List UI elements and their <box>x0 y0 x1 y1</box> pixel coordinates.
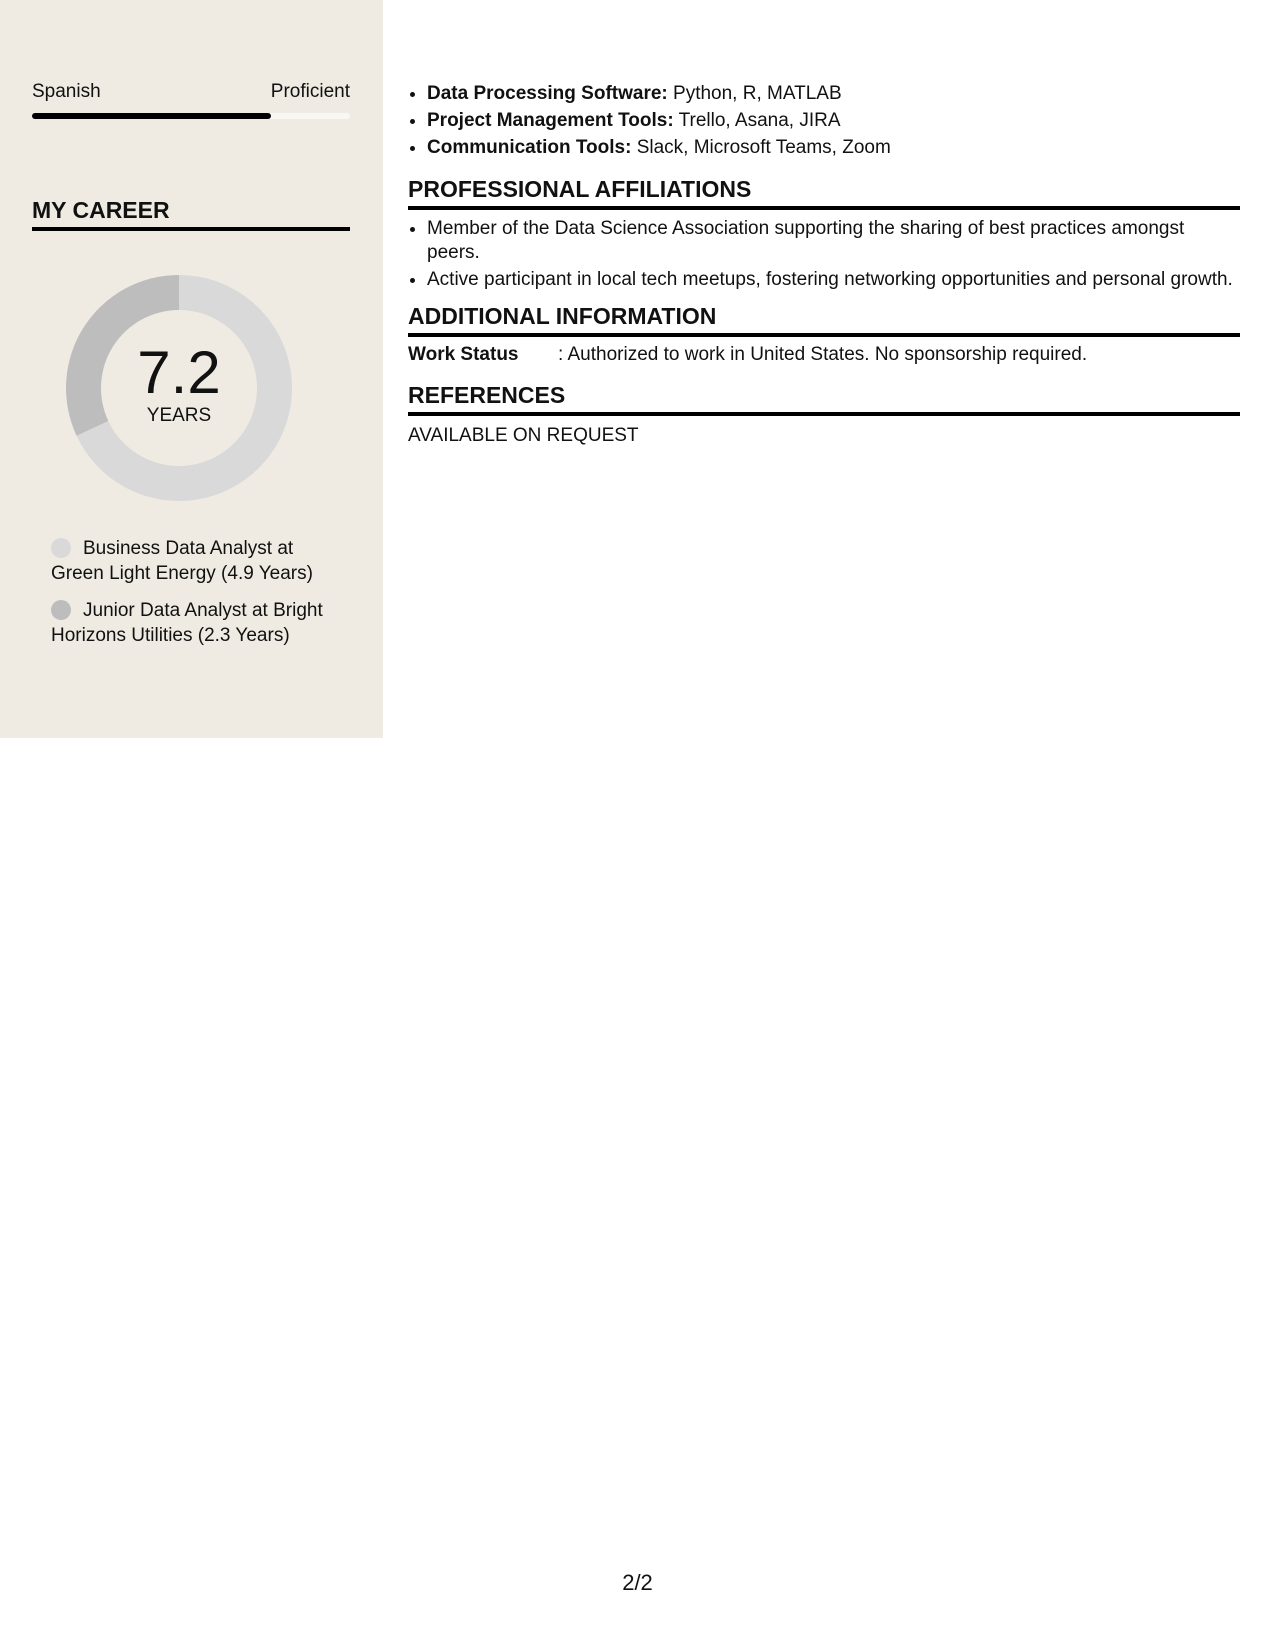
legend-label: Business Data Analyst at Green Light Energy (4.9 Years) <box>51 538 313 584</box>
list-item: • Active participant in local tech meetups, fostering networking opportunities and personal growth. <box>427 268 1240 292</box>
work-status-value: : Authorized to work in United States. No sponsorship required. <box>558 344 1088 365</box>
skill-value: Python, R, MATLAB <box>667 83 842 104</box>
legend-item <box>51 536 341 586</box>
career-donut-chart <box>64 273 294 503</box>
affiliations-list <box>408 217 1240 292</box>
legend-label: Junior Data Analyst at Bright Horizons Utilities (2.3 Years) <box>51 600 323 646</box>
career-legend <box>51 536 341 660</box>
donut-center <box>64 273 294 503</box>
career-section-title: MY CAREER <box>32 196 350 231</box>
skill-value: Trello, Asana, JIRA <box>673 110 841 131</box>
skill-key: Project Management Tools: <box>427 110 674 131</box>
work-status-row <box>408 343 1240 367</box>
legend-item <box>51 598 341 648</box>
list-item <box>427 80 1240 107</box>
language-name: Spanish <box>32 81 101 102</box>
language-proficiency-fill <box>32 113 271 119</box>
work-status-key: Work Status <box>408 344 519 365</box>
total-years-label: YEARS <box>146 405 212 426</box>
list-item <box>427 107 1240 134</box>
affiliations-title: PROFESSIONAL AFFILIATIONS <box>408 175 1240 210</box>
legend-dot-icon <box>51 600 71 620</box>
language-row <box>32 80 350 104</box>
references-title: REFERENCES <box>408 381 1240 416</box>
page-number: 2/2 <box>622 1570 653 1595</box>
main-content <box>408 80 1240 448</box>
skill-key: Communication Tools: <box>427 137 632 158</box>
total-years-value: 7.2 <box>137 339 221 406</box>
list-item <box>427 134 1240 161</box>
language-level: Proficient <box>270 81 350 102</box>
sidebar <box>0 0 383 738</box>
skill-key: Data Processing Software: <box>427 83 668 104</box>
references-value: AVAILABLE ON REQUEST <box>408 425 639 446</box>
skill-value: Slack, Microsoft Teams, Zoom <box>631 137 891 158</box>
additional-info-title: ADDITIONAL INFORMATION <box>408 302 1240 337</box>
language-proficiency-bar <box>32 113 350 119</box>
legend-dot-icon <box>51 538 71 558</box>
skills-list <box>408 80 1240 161</box>
list-item: • Member of the Data Science Association supporting the sharing of best practices amongst peers. <box>427 217 1240 265</box>
